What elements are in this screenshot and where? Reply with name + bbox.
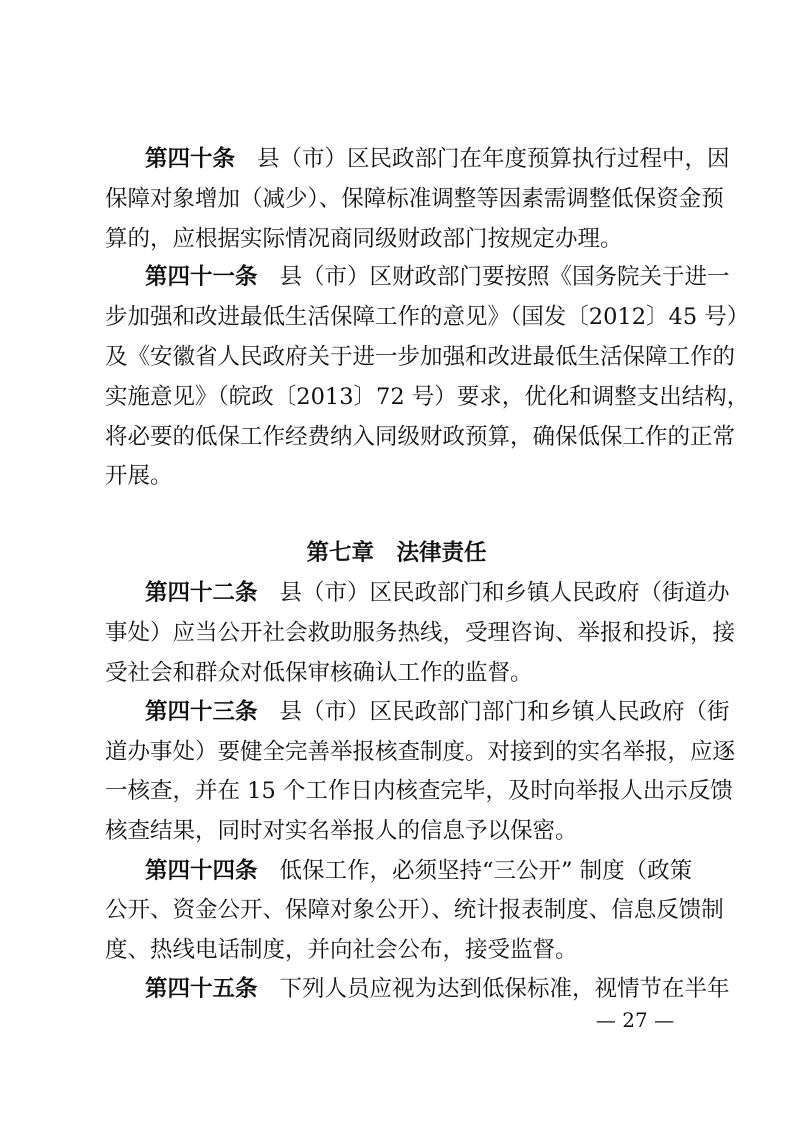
article-42-line-3: 受社会和群众对低保审核确认工作的监督。 (105, 660, 533, 686)
article-44-line-3: 度、热线电话制度，并向社会公布，接受监督。 (105, 937, 578, 963)
article-45-line-1: 第四十五条 下列人员应视为达到低保标准，视情节在半年 (145, 976, 730, 1002)
article-43-title: 第四十三条 (145, 699, 258, 725)
article-45-title: 第四十五条 (145, 976, 258, 1002)
article-41-line-4: 实施意见》（皖政〔2013〕72 号）要求，优化和调整支出结构， (105, 384, 750, 410)
chapter-heading: 第七章 法律责任 (306, 540, 487, 566)
article-40-line-3: 算的，应根据实际情况商同级财政部门按规定办理。 (105, 226, 623, 252)
article-41-line-6: 开展。 (105, 463, 173, 489)
article-40-title: 第四十条 (145, 146, 236, 172)
article-40-line-2: 保障对象增加（减少）、保障标准调整等因素需调整低保资金预 (105, 186, 724, 212)
article-41-line-5: 将必要的低保工作经费纳入同级财政预算，确保低保工作的正常 (105, 424, 736, 450)
article-44-title: 第四十四条 (145, 858, 258, 884)
article-43-line-2: 道办事处）要健全完善举报核查制度。对接到的实名举报，应逐 (105, 739, 736, 765)
article-40-line-1: 第四十条 县（市）区民政部门在年度预算执行过程中，因 (145, 146, 730, 172)
article-43-line-4: 核查结果，同时对实名举报人的信息予以保密。 (105, 818, 578, 844)
article-41-line-2: 步加强和改进最低生活保障工作的意见》（国发〔2012〕45 号） (105, 304, 750, 330)
article-41-title: 第四十一条 (145, 264, 258, 290)
article-44-line-2: 公开、资金公开、保障对象公开）、统计报表制度、信息反馈制 (105, 897, 724, 923)
article-43-line-3: 一核查，并在 15 个工作日内核查完毕，及时向举报人出示反馈 (105, 778, 733, 804)
article-42-title: 第四十二条 (145, 580, 258, 606)
article-42-line-2: 事处）应当公开社会救助服务热线，受理咨询、举报和投诉，接 (105, 620, 736, 646)
article-42-line-1: 第四十二条 县（市）区民政部门和乡镇人民政府（街道办 (145, 580, 730, 606)
article-41-line-1: 第四十一条 县（市）区财政部门要按照《国务院关于进一 (145, 264, 730, 290)
article-41-line-3: 及《安徽省人民政府关于进一步加强和改进最低生活保障工作的 (105, 344, 736, 370)
page-number: — 27 — (595, 1008, 675, 1032)
article-43-line-1: 第四十三条 县（市）区民政部门部门和乡镇人民政府（街 (145, 699, 730, 725)
article-44-line-1: 第四十四条 低保工作，必须坚持“三公开” 制度（政策 (145, 858, 693, 884)
